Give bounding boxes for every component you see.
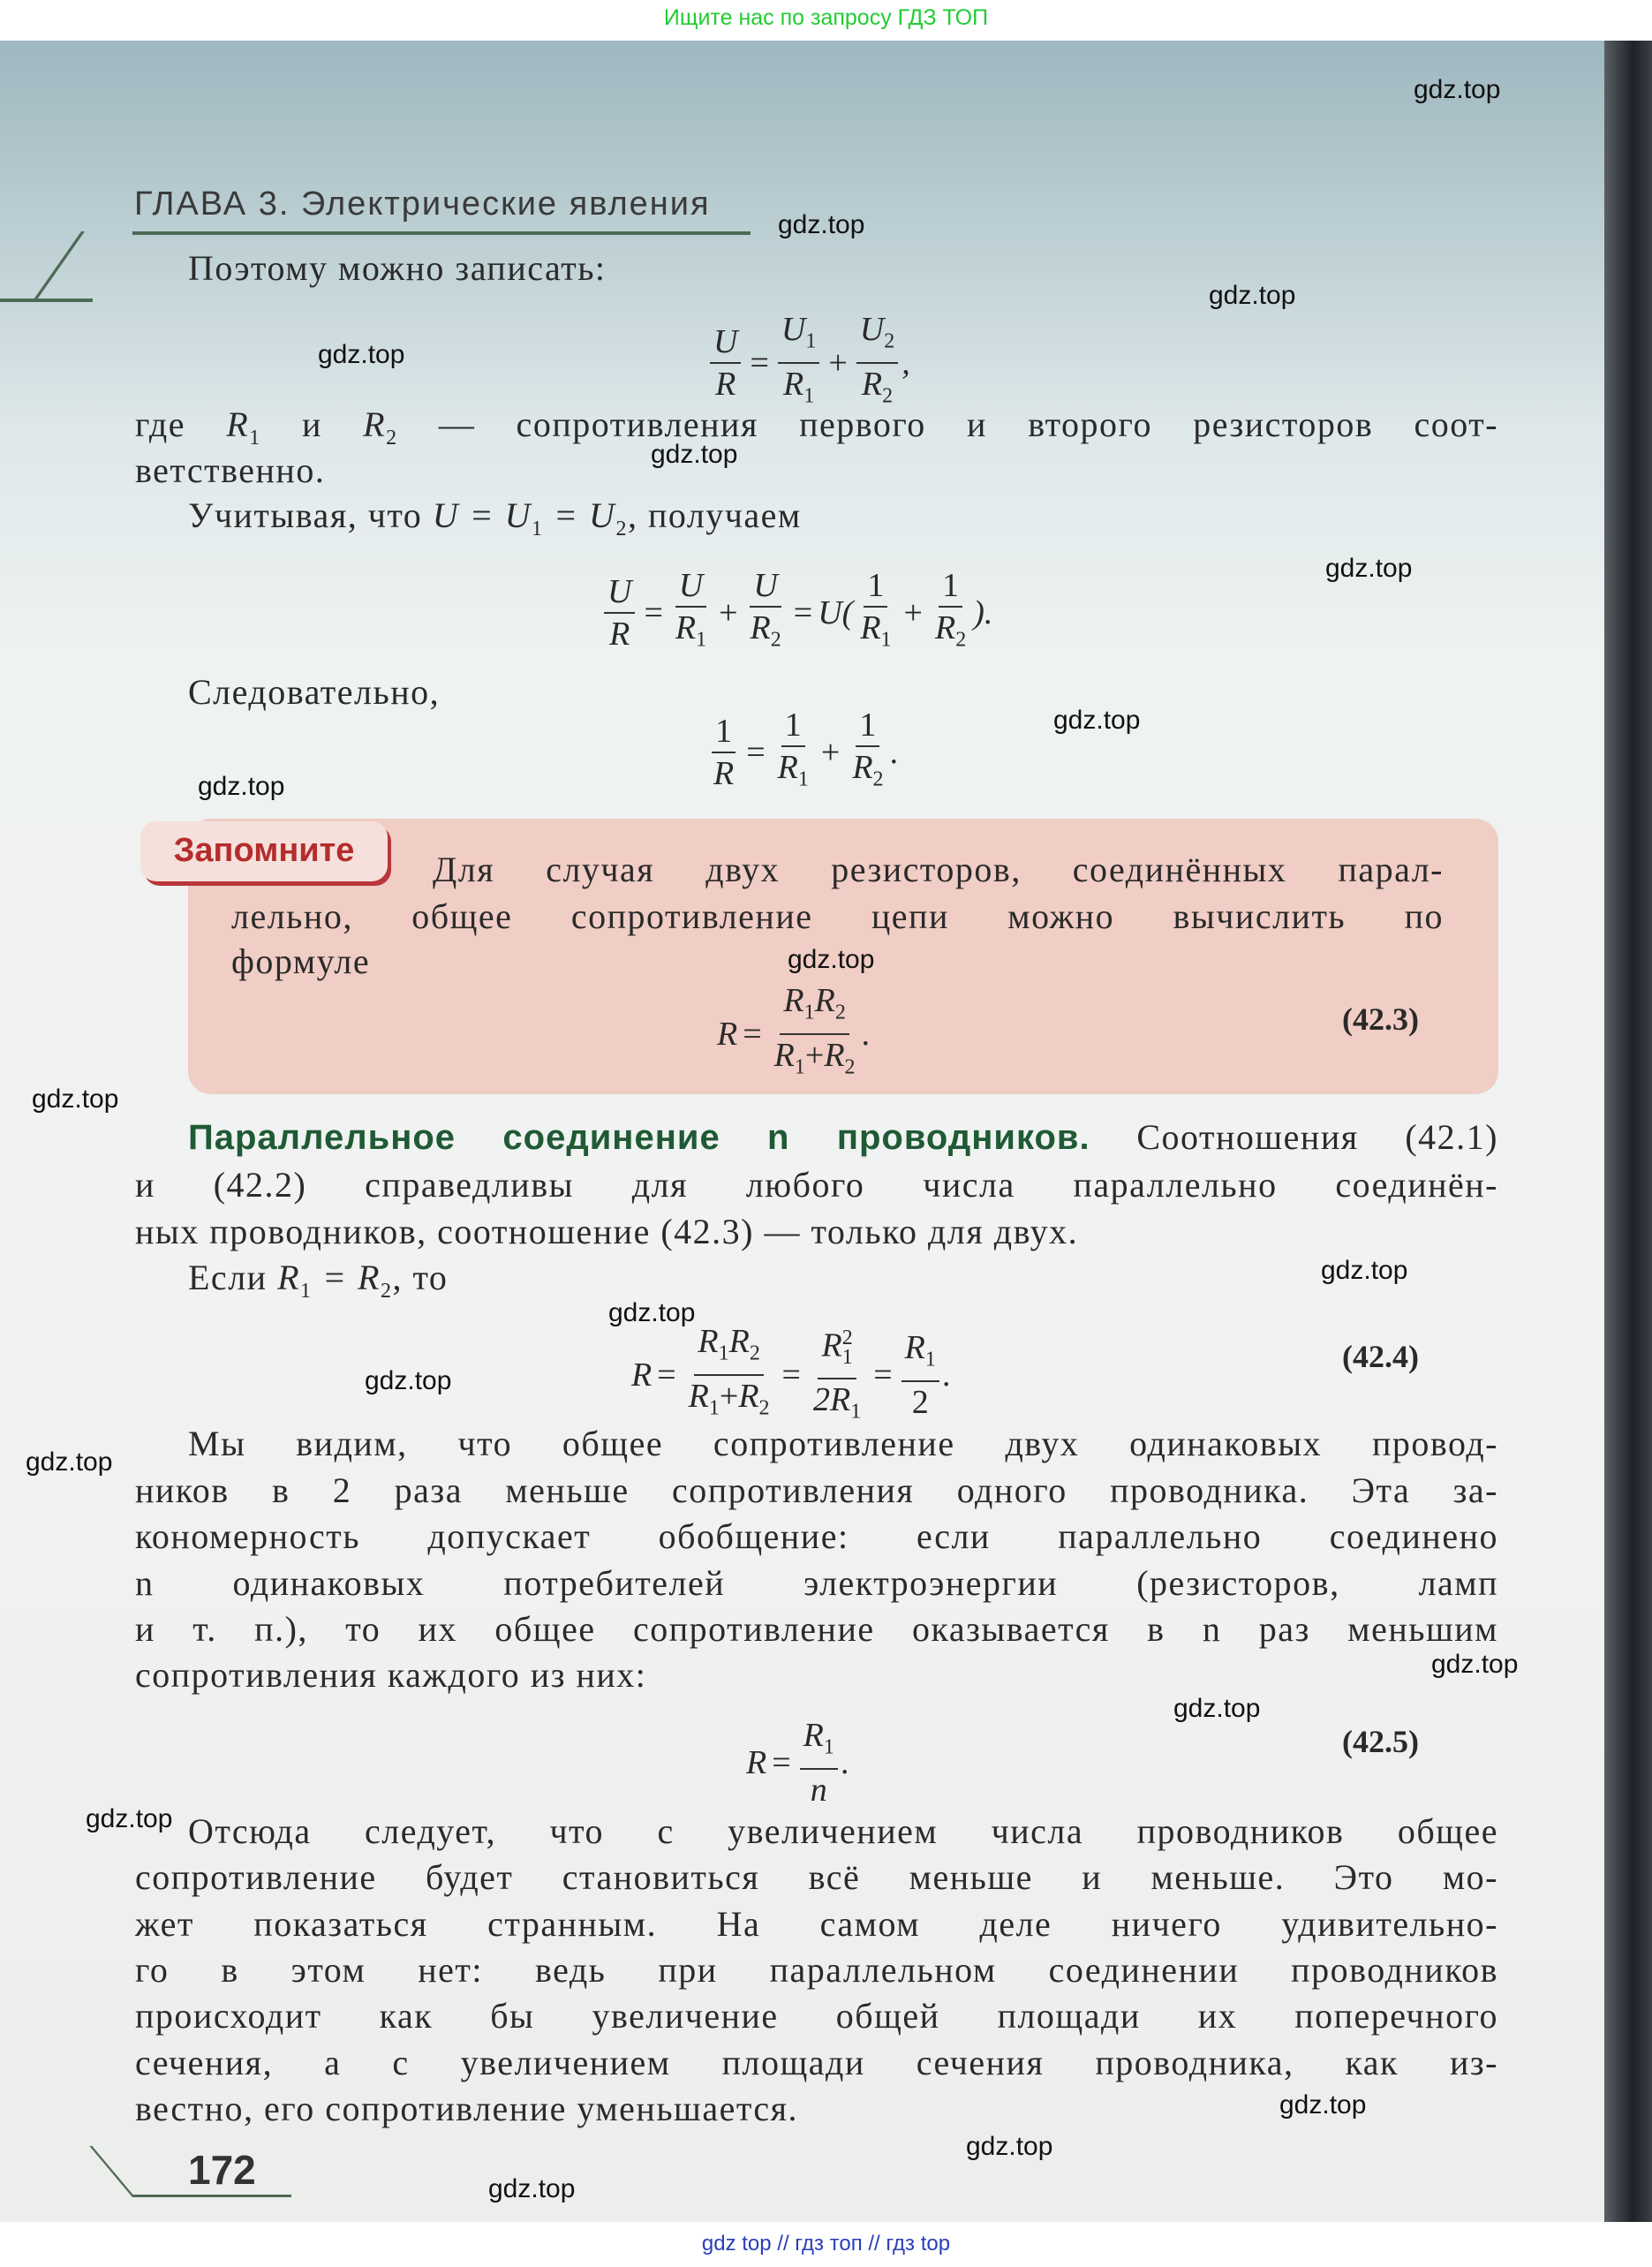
page-edge [1604,41,1652,2222]
page-number: 172 [188,2147,256,2193]
sub: 2 [380,1280,393,1303]
equals: = [743,1015,762,1053]
watermark: gdz.top [966,2132,1053,2161]
formula-42-4 [631,1318,951,1432]
watermark: gdz.top [365,1366,452,1395]
sub: 2 [834,1001,846,1024]
symbol: R [226,404,250,444]
watermark: gdz.top [608,1298,696,1327]
watermark: gdz.top [1209,281,1296,310]
sub: 1 [718,1341,729,1365]
den: R [777,749,798,786]
text-line: вестно, его сопротивление уменьшается. [135,2089,798,2128]
word: , получаем [627,495,802,535]
formula-substitution [600,565,992,661]
section-heading: Параллельное соединение n проводников. [188,1118,1090,1157]
sub: 1 [708,1396,720,1420]
sub: 1 [924,1348,936,1372]
lhs: R [631,1356,653,1394]
equals: = [657,1356,676,1394]
formula-42-3 [717,980,871,1087]
num: R [814,982,835,1019]
sub: 1 [249,427,261,450]
sub: 2 [955,628,967,652]
word: где [135,404,186,444]
num: R [728,1323,750,1361]
text-line: ветственно. [135,450,326,490]
den: R [688,1377,709,1415]
text-line: жет показаться странным. На самом деле ничего удивительно- [135,1904,1498,1944]
equals: = [781,1356,801,1394]
num: R [821,1326,842,1364]
sub: 2 [770,628,781,652]
num: 1 [856,705,879,747]
header-rule [132,231,751,235]
watermark: gdz.top [1053,706,1141,735]
den: R [852,749,873,786]
plus: + [820,733,841,771]
sub: 1 [532,518,544,540]
period: . [862,1015,871,1053]
den: R [824,1036,845,1074]
remember-tab [140,821,388,881]
word: , то [392,1258,449,1297]
equals: = [772,1743,791,1781]
num: U [859,311,885,348]
word: Учитывая, что [188,495,423,535]
num: 1 [781,705,805,747]
memo-line: формуле [231,941,371,981]
text-line: ных проводников, соотношение (42.3) — только для двух. [135,1212,1079,1251]
sub: 2 [884,329,895,353]
formula-42-5 [746,1715,849,1810]
num: 1 [864,565,887,608]
sub: 1 [823,1735,834,1759]
text-line: кономерность допускает обобщение: если параллельно соединено [135,1516,1498,1556]
equals: = [750,344,769,382]
factor: U( [818,593,854,631]
sub: 1 [841,1346,853,1370]
sub: 1 [803,384,815,408]
text-line: сопротивления каждого из них: [135,1655,647,1695]
sub: 1 [805,329,817,353]
equals: = [873,1356,893,1394]
num: U [675,565,706,608]
equals: = [644,593,663,631]
den: R [750,609,771,646]
watermark: gdz.top [1414,75,1501,104]
equals: = [746,733,766,771]
equals: = [793,593,813,631]
sub: 1 [850,1400,862,1424]
den: R [773,1036,795,1074]
num: R [803,1717,824,1754]
text-line: Поэтому можно записать: [188,248,607,288]
equation-number: (42.3) [1342,1001,1419,1037]
num: R [904,1329,925,1367]
top-banner[interactable]: Ищите нас по запросу ГДЗ ТОП [663,5,989,30]
den: n [810,1771,827,1809]
text-line: ников в 2 раза меньше сопротивления одного проводника. Эта за- [135,1470,1498,1510]
den: R [609,615,630,653]
sub: 2 [844,1055,856,1079]
num: R [783,982,804,1019]
symbol: U = U [432,495,532,535]
sub: 1 [803,1001,815,1024]
den: R [861,365,883,403]
close-paren: ). [973,593,993,631]
lhs: R [746,1743,767,1781]
sup: 2 [841,1326,853,1349]
memo-line: Для случая двух резисторов, соединённых парал- [433,850,1444,889]
text-line: Мы видим, что общее сопротивление двух одинаковых провод- [188,1424,1498,1463]
text-line: сечения, а с увеличением площади сечения проводника, как из- [135,2043,1498,2082]
den: 2 [911,1383,929,1421]
den: R [860,609,881,646]
remember-label: Запомните [173,832,355,869]
symbol: = R [322,1258,381,1297]
den: R [713,754,735,792]
sub: 2 [386,427,398,450]
den: R [738,1377,759,1415]
equation-number: (42.5) [1342,1724,1419,1759]
watermark: gdz.top [26,1447,113,1477]
num: U [781,311,806,348]
num: U [604,571,635,614]
word: и [301,404,322,444]
text: Соотношения (42.1) [1136,1117,1499,1157]
text-line: сопротивление будет становиться всё меньше и меньше. Это мо- [135,1857,1498,1897]
watermark: gdz.top [86,1804,173,1833]
text-line: Следовательно, [188,672,441,712]
sub: 2 [872,767,884,791]
word: — сопротивления первого и второго резисторов соот- [438,404,1499,444]
bottom-banner[interactable]: gdz top // гдз топ // гдз top [701,2232,951,2256]
sub: 1 [797,767,809,791]
lhs: R [717,1015,738,1053]
watermark: gdz.top [1173,1694,1261,1723]
word: Если [188,1258,268,1297]
watermark: gdz.top [1431,1650,1519,1679]
chapter-header: ГЛАВА 3. Электрические явления [134,185,711,223]
comma: , [901,344,910,382]
den: R [783,365,804,403]
num: R [698,1323,719,1361]
sub: 1 [794,1055,805,1079]
plus: + [828,344,848,382]
plus: + [719,1377,739,1415]
header-rule-base [0,298,93,302]
plus: + [903,593,923,631]
section-line [188,1115,1498,1160]
text-line: и т. п.), то их общее сопротивление оказывается в n раз меньшим [135,1609,1498,1649]
sub: 2 [758,1396,770,1420]
text-line: n одинаковых потребителей электроэнергии (резисторов, ламп [135,1563,1498,1603]
text-line: Отсюда следует, что с увеличением числа проводников общее [188,1811,1498,1851]
num: U [710,321,741,364]
symbol: = U [554,495,616,535]
text-line [135,402,1498,461]
sub: 2 [749,1341,760,1365]
text-line: происходит как бы увеличение общей площади их поперечного [135,1996,1498,2036]
text-line: и (42.2) справедливы для любого числа параллельно соединён- [135,1165,1498,1205]
watermark: gdz.top [651,440,738,469]
sub: 1 [696,628,707,652]
watermark: gdz.top [1279,2090,1367,2120]
watermark: gdz.top [788,945,875,974]
num: U [750,565,781,608]
sub: 2 [615,518,628,540]
num: 1 [939,565,962,608]
text-line [188,493,802,552]
watermark: gdz.top [488,2174,576,2203]
watermark: gdz.top [1325,554,1413,583]
formula-voltage-ratio [706,309,910,416]
plus: + [804,1036,825,1074]
equation-number: (42.4) [1342,1339,1419,1374]
formula-reciprocal [706,705,899,800]
watermark: gdz.top [198,772,285,801]
num: 1 [712,711,735,753]
page-number-rule [132,2195,291,2197]
den: R [715,365,736,403]
watermark: gdz.top [778,210,865,239]
period: . [841,1743,850,1781]
watermark: gdz.top [1321,1256,1408,1285]
den: R [675,609,697,646]
sub: 1 [880,628,892,652]
text-line: го в этом нет: ведь при параллельном соединении проводников [135,1950,1498,1990]
den: R [934,609,956,646]
den: 2R [812,1381,851,1419]
period: . [890,733,900,771]
memo-line: лельно, общее сопротивление цепи можно вычислить по [231,896,1444,936]
symbol: R [277,1258,300,1297]
text-line [188,1255,448,1314]
sub: 2 [882,384,894,408]
symbol: R [363,404,387,444]
plus: + [719,593,738,631]
watermark: gdz.top [32,1084,119,1114]
sub: 1 [300,1280,313,1303]
period: . [942,1356,952,1394]
watermark: gdz.top [318,340,405,369]
